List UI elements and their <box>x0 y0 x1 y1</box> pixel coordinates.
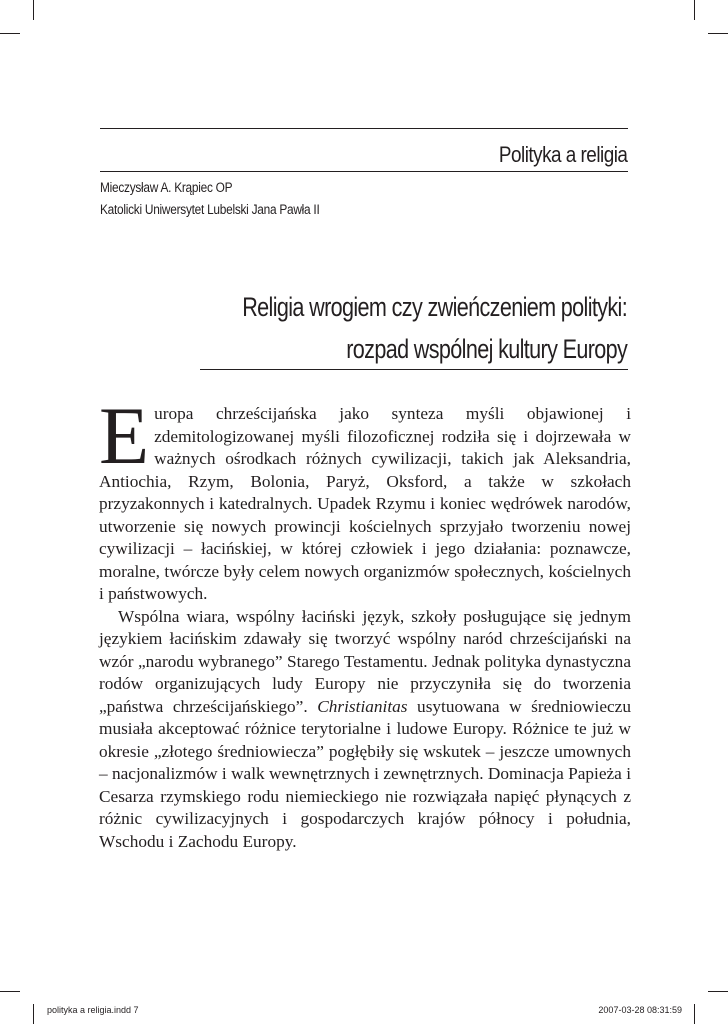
crop-mark-bottom-right-h <box>708 991 728 992</box>
paragraph-2 <box>99 606 631 854</box>
author-name: Mieczysław A. Krąpiec OP <box>100 180 233 195</box>
paragraph-1-text: uropa chrześcijańska jako synteza myśli objawionej i zdemitologizowanej myśli filozoficznej rodziła się i dojrzewała w ważnych ośrodkach różnych cywilizacji, takich jak Aleksandria, Antiochia, Rzym, Bolonia, Paryż, Oksford, a także w szkołach przyzakonnych i katedralnych. Upadek Rzymu i koniec wędrówek narodów, utworzenie się nowych prowincji kościelnych sprzyjało tworzeniu nowej cywilizacji – łacińskiej, w której człowiek i jego działania: poznawcze, moralne, twórcze były celem nowych organizmów społecznych, kościelnych i państwowych. <box>99 404 631 603</box>
drop-cap: E <box>99 390 150 481</box>
crop-mark-bottom-right <box>694 1004 695 1024</box>
crop-mark-top-left-h <box>0 33 20 34</box>
crop-mark-top-right <box>694 0 695 20</box>
crop-mark-bottom-left <box>33 1004 34 1024</box>
article-body <box>99 390 631 853</box>
paragraph-2-italic-term: Christianitas <box>317 696 408 716</box>
header-top-rule <box>100 128 628 129</box>
article-title-line-1: Religia wrogiem czy zwieńczeniem polityki: <box>242 292 627 322</box>
title-rule <box>200 369 628 370</box>
crop-mark-bottom-left-h <box>0 991 20 992</box>
paragraph-2-text-b: usytuowana w średniowieczu musiała akceptować różnice terytorialne i ludowe Europy. Różnice te już w okresie „złotego średniowiecza” pogłębiły się wskutek – jeszcze umownych – nacjonalizmów i walk wewnętrznych i zewnętrznych. Dominacja Papieża i Cesarza rzymskiego rodu niemieckiego nie rozwiązała napięć płynących z różnic cywilizacyjnych i gospodarczych krajów północy i południa, Wschodu i Zachodu Europy. <box>99 696 631 851</box>
header-bottom-rule <box>100 171 628 172</box>
paragraph-1 <box>99 390 631 606</box>
footer-file-label: polityka a religia.indd 7 <box>47 1005 139 1015</box>
section-title: Polityka a religia <box>498 142 627 167</box>
footer-timestamp: 2007-03-28 08:31:59 <box>598 1005 682 1015</box>
article-title-line-2: rozpad wspólnej kultury Europy <box>346 334 627 364</box>
crop-mark-top-right-h <box>708 33 728 34</box>
crop-mark-top-left <box>33 0 34 20</box>
paragraph-2-text-a: Wspólna wiara, wspólny łaciński język, szkoły posługujące się jednym językiem łacińskim zdawały się tworzyć wspólny naród chrześcijański na wzór „narodu wybranego” Starego Testamentu. Jednak polityka dynastyczna rodów organizujących ludy Europy nie przyczyniła się do tworzenia „państwa chrześcijańskiego”. <box>99 606 631 716</box>
author-affiliation: Katolicki Uniwersytet Lubelski Jana Pawła II <box>100 202 320 217</box>
